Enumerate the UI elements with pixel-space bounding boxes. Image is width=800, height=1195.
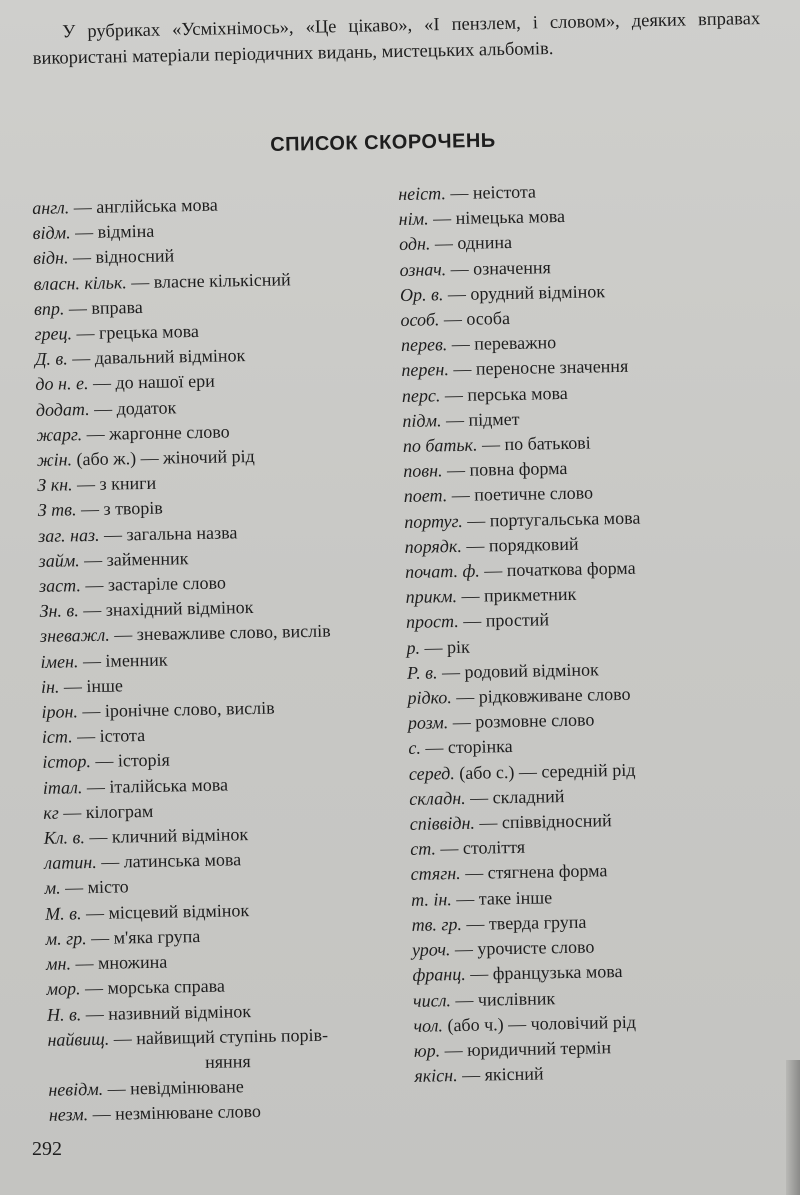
abbreviation-term: Кл. в. [43,827,86,848]
abbreviation-term: найвищ. [47,1028,110,1050]
abbreviation-term: Д. в. [34,348,68,370]
abbreviation-meaning: — відносний [68,245,175,268]
abbreviation-term: жін. [36,449,73,470]
abbreviation-meaning: — кличний відмінок [84,824,249,848]
abbreviation-meaning: — називний відмінок [81,1000,252,1024]
abbreviation-meaning: — по батькові [477,432,591,455]
abbreviation-meaning: — складний [465,785,565,808]
abbreviation-term: рідко. [407,687,452,708]
abbreviation-meaning: — кілограм [58,800,154,823]
abbreviation-term: числ. [412,989,452,1011]
abbreviation-meaning: — сторінка [420,736,513,759]
abbreviation-meaning: — незмінюване слово [87,1101,262,1125]
abbreviation-meaning: — переносне значення [448,356,629,380]
abbreviation-term: З кн. [37,474,73,496]
abbreviation-meaning: — століття [435,837,526,859]
abbreviation-term: якісн. [414,1065,458,1086]
abbreviation-meaning: — повна форма [442,458,568,481]
abbreviation-meaning: — урочисте слово [450,936,595,960]
abbreviation-meaning: — перська мова [440,382,568,405]
abbreviation-meaning: — інше [59,675,124,697]
abbreviation-term: перс. [401,384,441,406]
abbreviation-meaning: — тверда група [461,911,587,934]
abbreviation-meaning: — означення [445,256,551,279]
abbreviation-meaning: — з творів [76,498,164,520]
abbreviation-term: м. гр. [45,928,87,949]
abbreviation-meaning: — латинська мова [96,849,242,873]
abbreviation-term: поет. [403,485,448,507]
abbreviation-meaning: — місто [60,876,129,899]
abbreviation-meaning: — орудний відмінок [443,281,606,304]
abbreviation-term: заг. наз. [38,524,100,546]
abbreviation-meaning: — іронічне слово, вислів [77,697,275,722]
abbreviation-meaning: — переважно [447,332,557,355]
abbreviation-meaning: — невідмінюване [103,1076,244,1099]
abbreviation-meaning: — з книги [72,473,157,495]
abbreviation-meaning: — грецька мова [71,320,200,344]
abbreviation-term: Н. в. [46,1003,82,1025]
abbreviation-term: ст. [410,838,437,860]
abbreviation-meaning: (або ж.) — жіночий рід [71,445,255,470]
abbreviation-term: складн. [409,787,466,809]
abbreviation-term: почат. ф. [404,560,480,582]
abbreviation-meaning: — італійська мова [82,774,229,797]
abbreviation-term: ірон. [41,701,79,722]
abbreviation-meaning: — додаток [89,397,177,419]
abbreviation-meaning: — знахідний відмінок [78,597,254,621]
abbreviation-term: додат. [35,398,90,420]
abbreviation-meaning: — прикметник [456,584,577,607]
abbreviation-term: незм. [48,1104,89,1126]
abbreviation-term: т. ін. [410,888,452,910]
abbreviation-term: особ. [400,309,440,330]
abbreviation-term: підм. [402,410,442,431]
abbreviation-term: с. [408,738,422,759]
abbreviation-term: М. в. [44,902,82,924]
abbreviation-term: ін. [40,676,60,697]
abbreviation-term: порядк. [404,535,463,557]
abbreviation-meaning: — простий [458,609,550,632]
abbreviation-meaning: — розмовне слово [448,709,595,733]
abbreviation-term: англ. [32,197,70,218]
abbreviation-meaning: — німецька мова [428,206,566,229]
abbreviation-term: Ор. в. [399,284,444,305]
abbreviation-term: стягн. [410,863,461,885]
abbreviation-meaning: — французька мова [465,961,623,985]
abbreviation-meaning: — іменник [78,649,168,671]
abbreviation-list-right [398,175,775,1089]
abbreviation-meaning: — якісний [457,1063,544,1086]
abbreviation-meaning: — істота [72,725,146,747]
abbreviation-term: перен. [401,359,450,381]
abbreviation-meaning: — рідковживане слово [451,683,631,708]
abbreviation-term: зневажл. [39,625,110,647]
abbreviation-term: означ. [399,258,447,280]
abbreviation-meaning: — однина [430,232,513,254]
abbreviation-term: мор. [46,978,81,1000]
abbreviation-term: прост. [405,611,459,633]
abbreviation-meaning: — стягнена форма [460,860,608,884]
abbreviation-meaning-continuation: няння [204,1051,251,1072]
page-number: 292 [32,1138,62,1160]
abbreviation-meaning: — рік [419,636,470,658]
abbreviation-meaning: — англійська мова [69,194,218,218]
abbreviation-meaning: — відміна [70,220,155,243]
intro-paragraph: У рубриках «Усміхнімось», «Це цікаво», «І пензлем, і словом», деяких вправах використані матеріали періодичних видань, мистецьких альбомів. [32,9,761,69]
abbreviation-meaning: — загальна назва [99,521,238,545]
abbreviation-list-left [32,189,409,1128]
abbreviation-meaning: (або с.) — середній рід [454,759,636,783]
abbreviation-meaning: — займенник [79,548,189,571]
abbreviation-meaning: — множина [70,951,168,974]
abbreviation-term: повн. [403,460,443,482]
abbreviation-term: прикм. [405,586,458,608]
abbreviation-term: португ. [404,510,463,532]
abbreviation-term: імен. [40,650,79,672]
abbreviation-term: уроч. [411,939,451,960]
abbreviation-term: італ. [42,776,83,798]
abbreviation-entry [47,1021,408,1078]
abbreviation-meaning: — найвищий ступінь порів- [109,1024,329,1049]
abbreviation-meaning: — юридичний термін [439,1037,612,1061]
abbreviation-meaning: — історія [90,750,170,772]
abbreviation-meaning: — підмет [441,408,520,431]
abbreviation-meaning: — місцевий відмінок [81,899,250,923]
abbreviation-term: впр. [33,298,65,319]
abbreviation-term: латин. [44,852,97,874]
abbreviation-meaning: — неістота [445,181,537,204]
abbreviation-term: власн. кільк. [33,271,127,294]
abbreviation-meaning: — власне кількісний [126,268,291,292]
abbreviation-term: кг [43,802,59,823]
abbreviation-term: іст. [41,726,73,748]
abbreviation-meaning: — жаргонне слово [81,421,230,444]
abbreviation-meaning: — родовий відмінок [437,659,600,683]
abbreviation-term: юр. [413,1040,441,1061]
abbreviation-meaning: — порядковий [461,533,579,556]
abbreviation-meaning: (або ч.) — чоловічий рід [442,1011,637,1036]
abbreviation-term: франц. [412,964,466,986]
abbreviation-term: відн. [32,247,69,269]
abbreviation-meaning: — застаріле слово [80,572,227,596]
abbreviation-term: Р. в. [406,662,438,683]
abbreviation-term: нім. [398,208,429,230]
abbreviation-meaning: — поетичне слово [447,482,594,506]
abbreviation-term: по батьк. [402,434,478,456]
abbreviation-meaning: — морська справа [80,975,226,999]
abbreviation-meaning: — давальний відмінок [67,345,246,369]
abbreviation-meaning: — початкова форма [479,557,636,581]
abbreviation-term: заст. [38,575,82,596]
page-title: СПИСОК СКОРОЧЕНЬ [270,129,496,156]
abbreviation-term: займ. [38,550,80,571]
abbreviation-meaning: — до нашої ери [88,371,215,394]
abbreviation-term: серед. [408,762,455,784]
abbreviation-meaning: — особа [439,307,511,330]
abbreviation-meaning: — м'яка група [86,925,201,949]
abbreviation-meaning: — зневажливе слово, вислів [109,621,331,646]
abbreviation-term: одн. [398,233,431,255]
abbreviation-term: неіст. [398,183,447,204]
abbreviation-term: Зн. в. [39,600,79,622]
abbreviation-meaning: — португальська мова [462,507,641,531]
abbreviation-term: розм. [407,712,449,734]
abbreviation-term: жарг. [36,423,83,445]
abbreviation-term: р. [406,637,421,658]
abbreviation-term: З тв. [37,499,77,521]
abbreviation-meaning: — вправа [64,296,143,319]
abbreviation-entry [49,1097,409,1129]
abbreviation-entry [414,1057,774,1089]
abbreviation-term: мн. [45,953,72,974]
abbreviation-term: чол. [413,1015,444,1036]
abbreviation-term: невідм. [48,1078,104,1100]
abbreviation-meaning: — числівник [450,987,556,1010]
abbreviation-term: відм. [32,222,71,244]
abbreviation-meaning: — співвідносний [474,810,612,833]
abbreviation-meaning: — таке інше [451,886,553,909]
abbreviation-term: до н. е. [35,373,89,395]
abbreviation-term: перев. [400,334,448,356]
page-edge [786,1060,800,1195]
abbreviation-term: тв. гр. [411,913,463,935]
abbreviation-term: істор. [42,751,92,773]
abbreviation-term: м. [44,878,61,899]
abbreviation-term: грец. [34,323,73,344]
abbreviation-term: співвідн. [409,812,476,834]
